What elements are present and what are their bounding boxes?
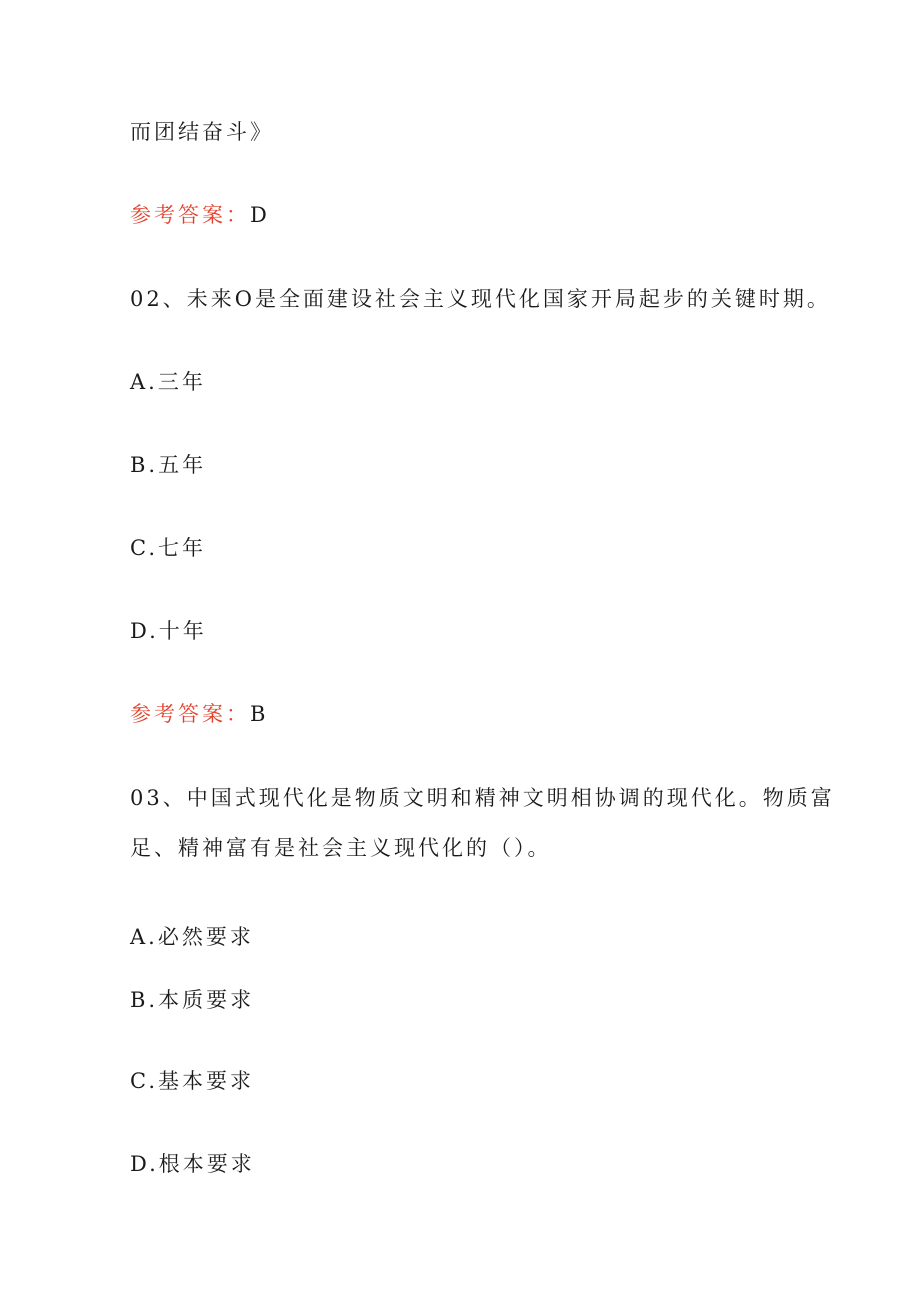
q3-option-c: C.基本要求 [130, 1069, 254, 1093]
question-3-stem-line1: 03、中国式现代化是物质文明和精神文明相协调的现代化。物质富 [130, 786, 835, 810]
answer-q2 [130, 704, 268, 725]
answer-value: B [250, 702, 269, 726]
q2-option-b: B.五年 [130, 453, 207, 477]
answer-q1 [130, 205, 270, 226]
q3-option-d: D.根本要求 [130, 1152, 255, 1176]
q3-option-b: B.本质要求 [130, 988, 255, 1012]
q3-option-a: A.必然要求 [130, 925, 254, 949]
q2-option-d: D.十年 [130, 619, 207, 643]
answer-label: 参考答案： [130, 702, 250, 726]
question-3-stem-line2: 足、精神富有是社会主义现代化的（）。 [130, 836, 552, 860]
answer-value: D [250, 203, 270, 227]
q2-option-a: A.三年 [130, 370, 206, 394]
question-2-stem: 02、未来O是全面建设社会主义现代化国家开局起步的关键时期。 [130, 287, 831, 311]
previous-question-tail: 而团结奋斗》 [130, 120, 274, 144]
answer-label: 参考答案： [130, 203, 250, 227]
q2-option-c: C.七年 [130, 536, 206, 560]
